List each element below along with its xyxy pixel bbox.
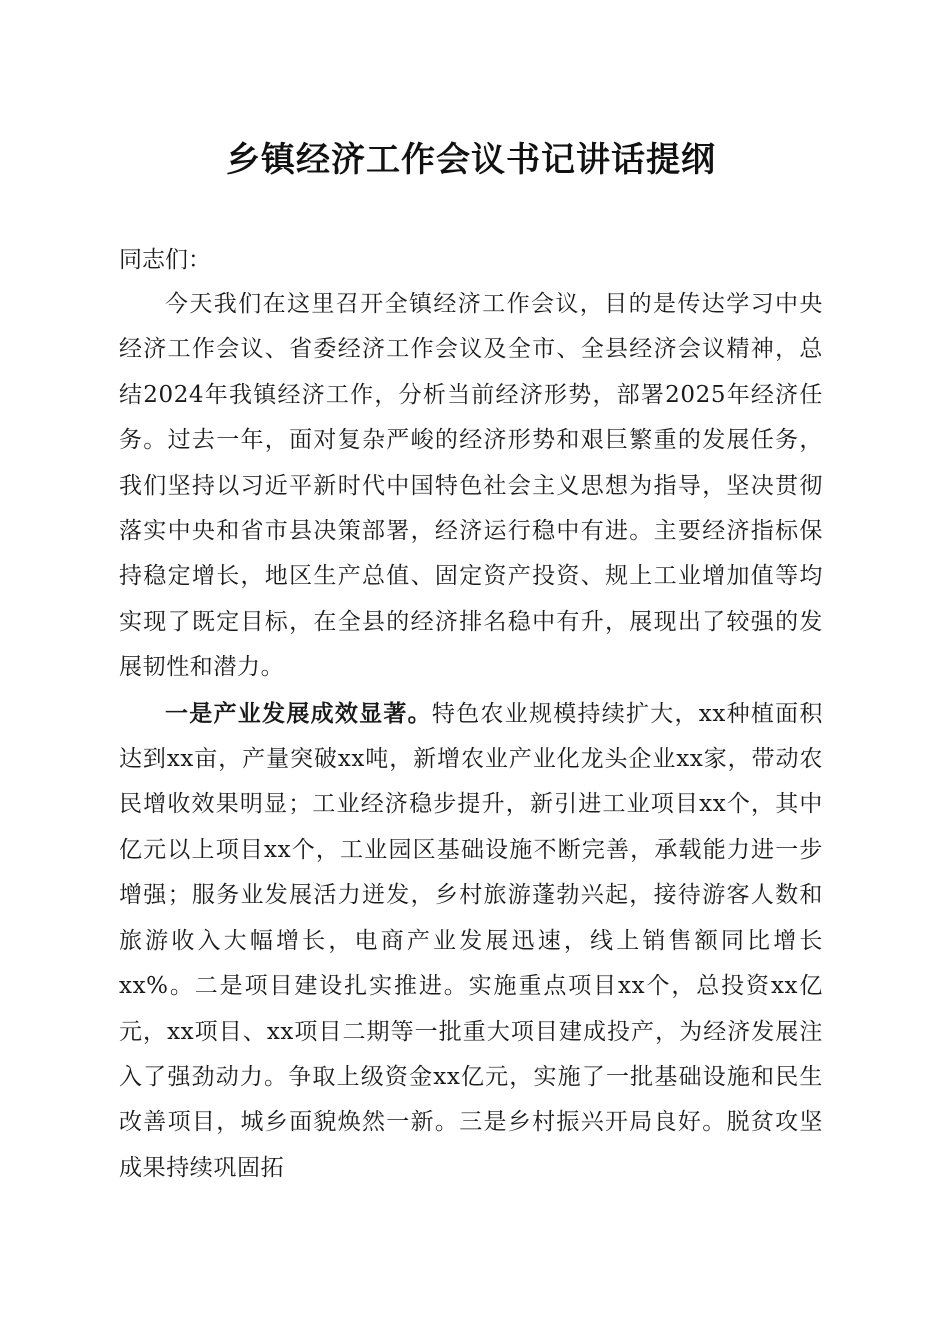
paragraph-lead: 一是产业发展成效显著。 xyxy=(165,699,432,727)
paragraph-body: 特色农业规模持续扩大，xx种植面积达到xx亩，产量突破xx吨，新增农业产业化龙头企业xx家，带动农民增收效果明显；工业经济稳步提升，新引进工业项目xx个，其中亿元以上项目xx个，工业园区基础设施不断完善，承载能力进一步增强；服务业发展活力迸发，乡村旅游蓬勃兴起，接待游客人数和旅游收入大幅增长，电商产业发展迅速，线上销售额同比增长xx%。二是项目建设扎实推进。实施重点项目xx个，总投资xx亿元，xx项目、xx项目二期等一批重大项目建成投产，为经济发展注入了强劲动力。争取上级资金xx亿元，实施了一批基础设施和民生改善项目，城乡面貌焕然一新。三是乡村振兴开局良好。脱贫攻坚成果持续巩固拓 xyxy=(119,700,823,1181)
salutation: 同志们： xyxy=(119,247,211,273)
document-page xyxy=(119,130,823,1191)
document-title: 乡镇经济工作会议书记讲话提纲 xyxy=(226,140,716,180)
paragraph-intro: 今天我们在这里召开全镇经济工作会议，目的是传达学习中央经济工作会议、省委经济工作会议及全市、全县经济会议精神，总结2024年我镇经济工作，分析当前经济形势，部署2025年经济任务。过去一年，面对复杂严峻的经济形势和艰巨繁重的发展任务，我们坚持以习近平新时代中国特色社会主义思想为指导，坚决贯彻落实中央和省市县决策部署，经济运行稳中有进。主要经济指标保持稳定增长，地区生产总值、固定资产投资、规上工业增加值等均实现了既定目标，在全县的经济排名稳中有升，展现出了较强的发展韧性和潜力。 xyxy=(119,291,823,681)
paragraph-achievements xyxy=(119,691,823,1191)
